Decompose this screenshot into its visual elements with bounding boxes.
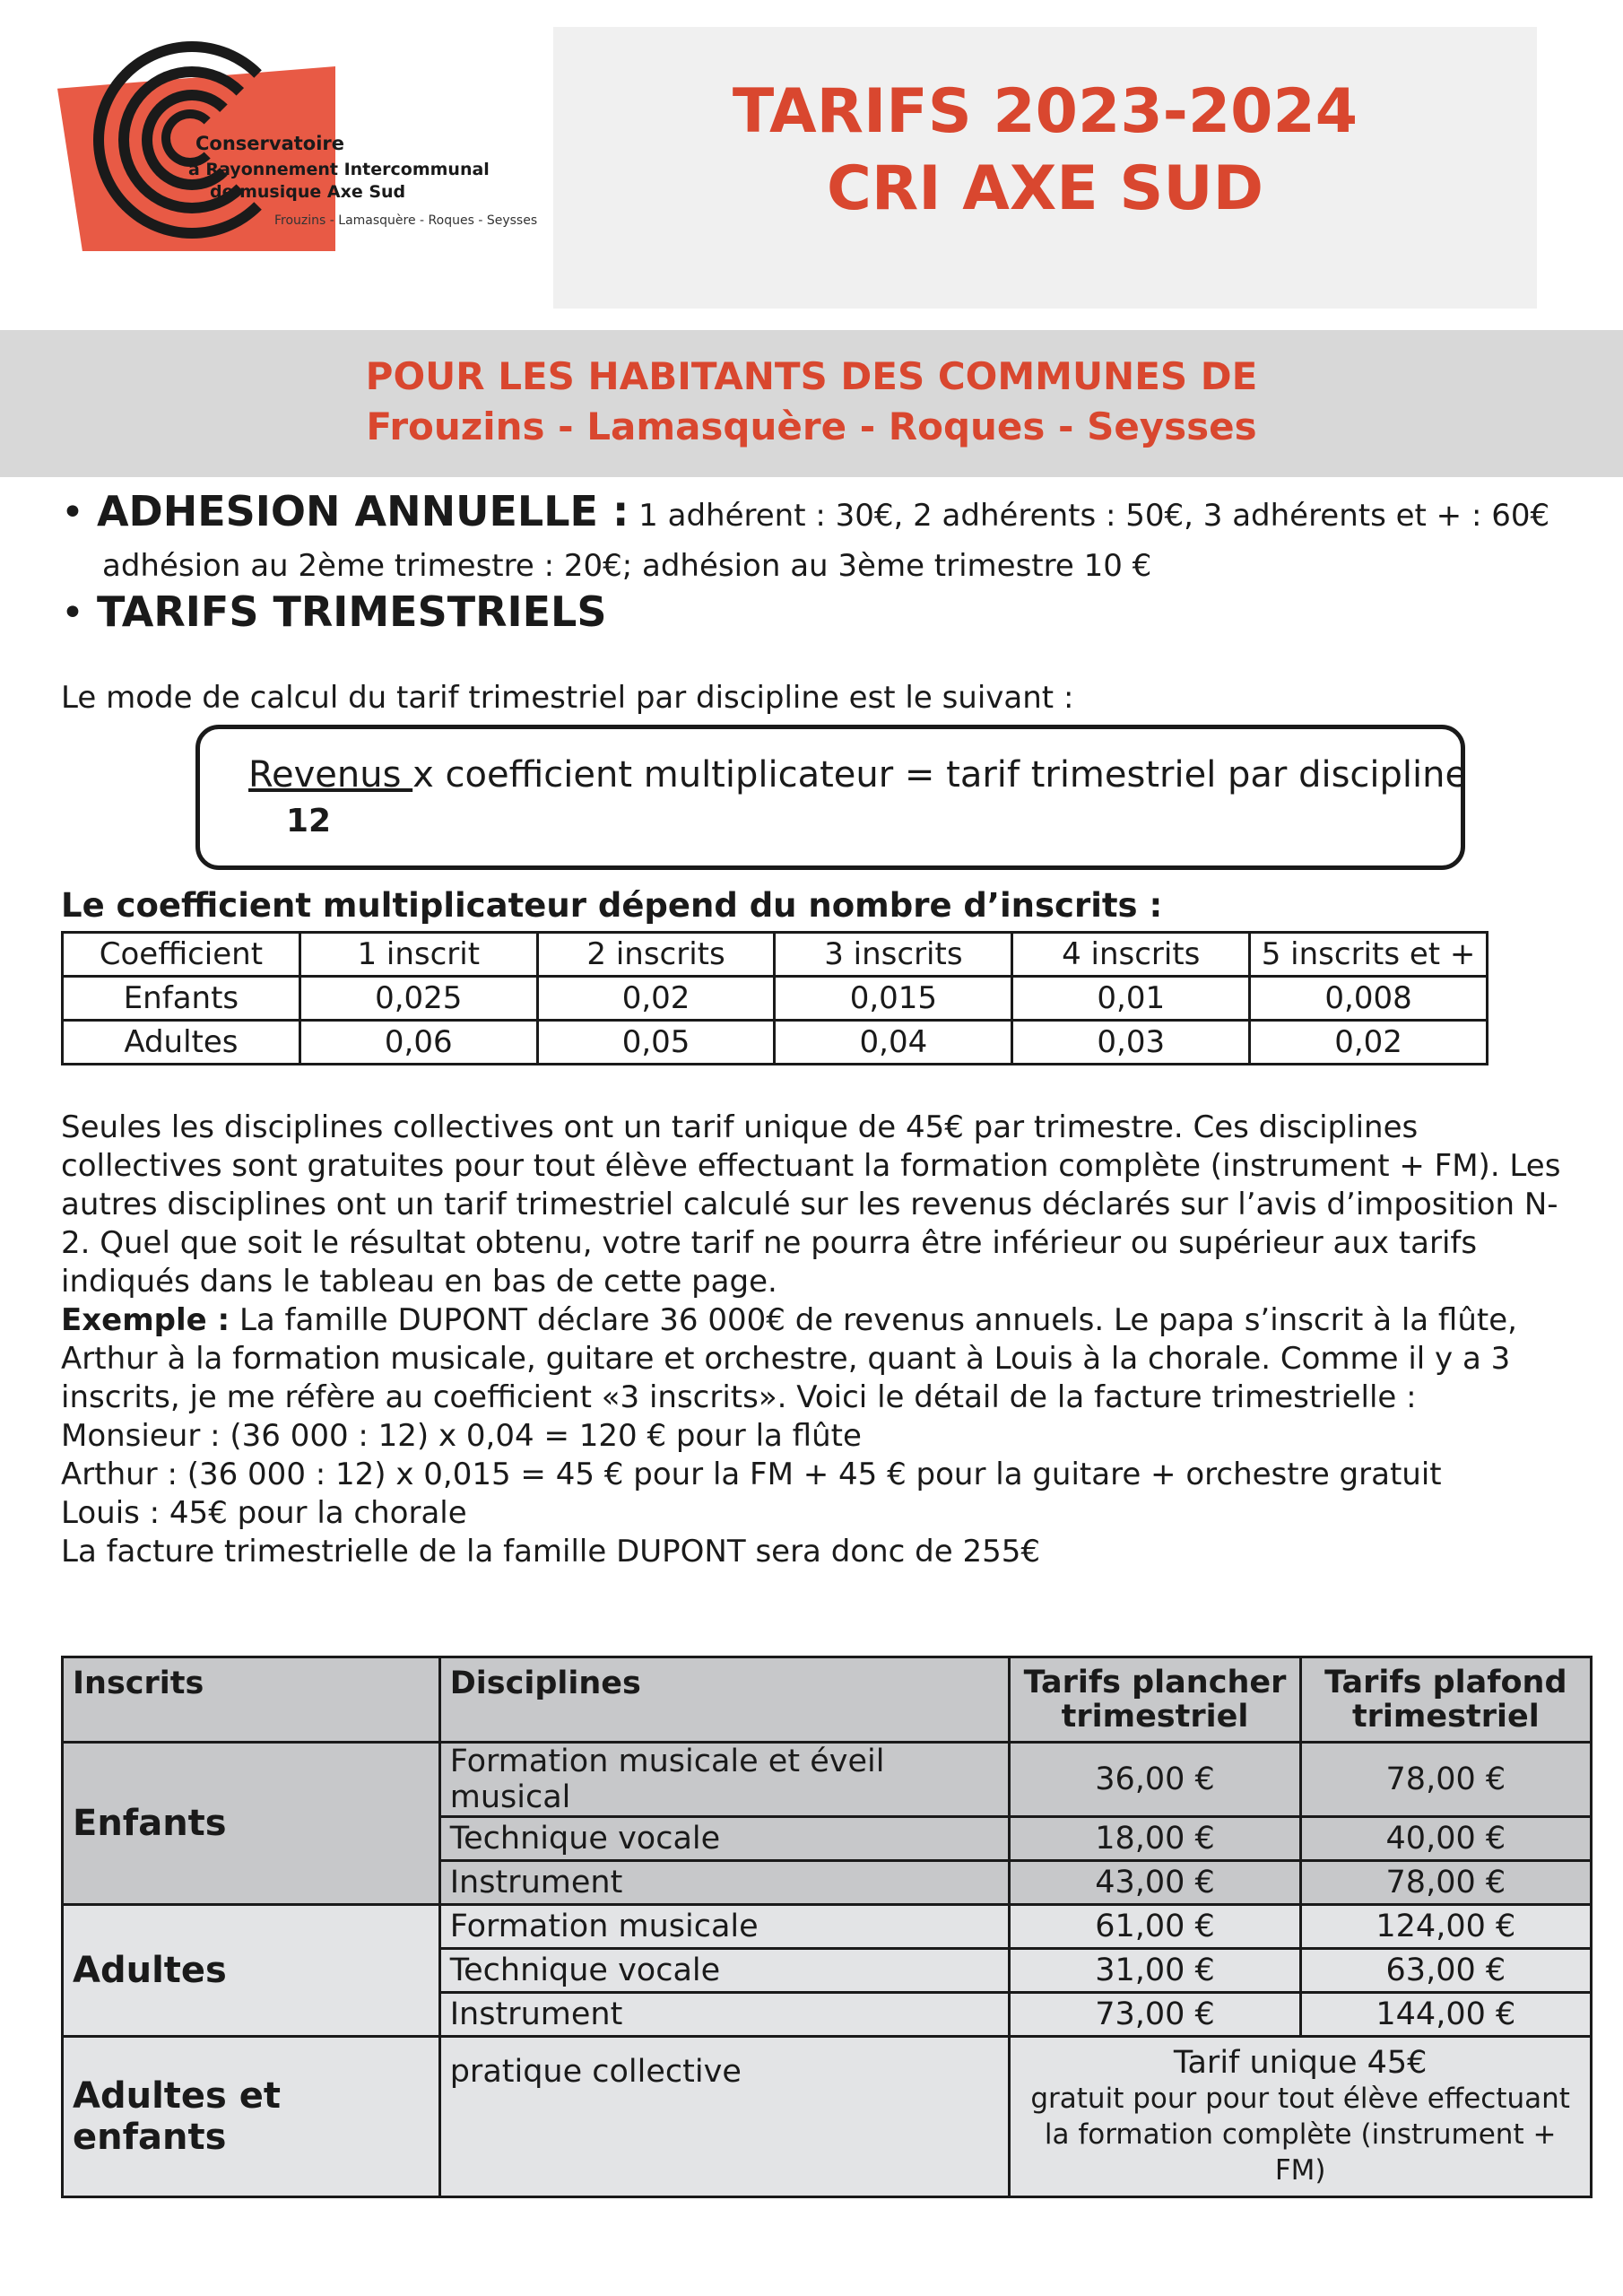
formula-numerator: Revenus [248,754,413,796]
logo-text-line3: de musique Axe Sud [210,182,406,202]
banner-line1: POUR LES HABITANTS DES COMMUNES DE [365,354,1258,398]
title-box [553,27,1537,309]
trimestriels-heading-row [61,583,606,650]
tarif-plafond: 124,00 € [1300,1905,1591,1949]
formula-box [195,725,1468,870]
table-cell: 0,04 [775,1021,1012,1065]
table-cell: 0,025 [299,977,537,1021]
example-line: Louis : 45€ pour la chorale [61,1495,467,1531]
table-header-cell: 1 inscrit [299,933,537,977]
tarif-unique-note: gratuit pour pour tout élève effectuant la formation complète (instrument + FM) [1030,2083,1570,2187]
tarif-plancher: 61,00 € [1010,1905,1300,1949]
formula-denominator: 12 [286,803,332,839]
discipline-cell: Formation musicale [439,1905,1010,1949]
example-line: Monsieur : (36 000 : 12) x 0,04 = 120 € pour la flûte [61,1418,862,1454]
discipline-cell: pratique collective [439,2037,1010,2197]
table-cell: 0,06 [299,1021,537,1065]
banner-communes: Frouzins - Lamasquère - Roques - Seysses [366,404,1257,448]
example-total: La facture trimestrielle de la famille DUPONT sera donc de 255€ [61,1534,1040,1570]
table-row [63,1905,1592,1949]
tarif-plancher: 31,00 € [1010,1949,1300,1993]
table-row [63,1021,1488,1065]
logo-text-line2: à Rayonnement Intercommunal [188,160,490,179]
discipline-cell: Instrument [439,1993,1010,2037]
category-adultes-enfants: Adultes et enfants [63,2037,440,2197]
adhesion-heading: ADHESION ANNUELLE : [96,487,629,535]
example-text: La famille DUPONT déclare 36 000€ de revenus annuels. Le papa s’inscrit à la flûte, Arthur à la formation musicale, guitare et orchestre, quant à Louis à la chorale. Comme il y a 3 inscrits, je me réfère au coefficient «3 inscrits». Voici le détail de la facture trimestrielle : [61,1302,1517,1415]
trimestriels-heading: TARIFS TRIMESTRIELS [96,587,607,636]
table-cell: Adultes [63,1021,300,1065]
adhesion-prices: 1 adhérent : 30€, 2 adhérents : 50€, 3 adhérents et + : 60€ [629,498,1550,534]
table-cell: 0,02 [537,977,775,1021]
table-header-cell: Coefficient [63,933,300,977]
tarif-plafond: 40,00 € [1300,1817,1591,1861]
category-enfants: Enfants [63,1743,440,1905]
table-cell: 0,03 [1012,1021,1250,1065]
explanation-text [61,1109,1576,1571]
tarif-plancher: 73,00 € [1010,1993,1300,2037]
table-cell: Enfants [63,977,300,1021]
table-header-cell: 4 inscrits [1012,933,1250,977]
page-title: TARIFS 2023-2024 [732,76,1358,147]
discipline-cell: Technique vocale [439,1817,1010,1861]
tarif-plafond: 78,00 € [1300,1743,1591,1817]
example-line: Arthur : (36 000 : 12) x 0,015 = 45 € pour la FM + 45 € pour la guitare + orchestre gratuit [61,1457,1442,1492]
table-cell: 0,05 [537,1021,775,1065]
table-header-cell: Tarifs plancher trimestriel [1010,1657,1300,1743]
table-header-cell: 2 inscrits [537,933,775,977]
tarif-plancher: 18,00 € [1010,1817,1300,1861]
tarif-unique: Tarif unique 45€ [1173,2045,1428,2081]
bullet-icon: • [61,590,84,636]
table-header-cell: Tarifs plafond trimestriel [1300,1657,1591,1743]
tarif-plancher: 36,00 € [1010,1743,1300,1817]
logo-text-communes: Frouzins - Lamasquère - Roques - Seysses [274,213,538,228]
category-adultes: Adultes [63,1905,440,2037]
logo-text-line1: Conservatoire [195,133,345,154]
table-header-cell: 3 inscrits [775,933,1012,977]
table-row [63,2037,1592,2197]
tarif-plafond: 63,00 € [1300,1949,1591,1993]
tarif-plafond: 144,00 € [1300,1993,1591,2037]
table-row [63,1743,1592,1817]
coefficient-table [61,931,1488,1065]
table-header-cell: Inscrits [63,1657,440,1743]
discipline-cell: Technique vocale [439,1949,1010,1993]
table-cell: 0,02 [1250,1021,1488,1065]
table-row [63,933,1488,977]
example-label: Exemple : [61,1302,230,1338]
adhesion-section [61,484,1603,584]
page-subtitle: CRI AXE SUD [826,153,1264,224]
example-paragraph [61,1301,1576,1417]
tarifs-table [61,1656,1593,2198]
communes-banner [0,330,1623,477]
explanation-paragraph: Seules les disciplines collectives ont un tarif unique de 45€ par trimestre. Ces disciplines collectives sont gratuites pour tout élève effectuant la formation complète (instrument + FM). Les autres disciplines ont un tarif trimestriel calculé sur les revenus déclarés sur l’avis d’imposition N-2. Quel que soit le résultat obtenu, votre tarif ne pourra être inférieur ou supérieur aux tarifs indiqués dans le tableau en bas de cette page. [61,1109,1561,1300]
table-header-cell: Disciplines [439,1657,1010,1743]
formula-rest: x coefficient multiplicateur = tarif trimestriel par discipline [412,754,1468,796]
table-header-cell: 5 inscrits et + [1250,933,1488,977]
table-cell: 0,008 [1250,977,1488,1021]
tarif-plancher: 43,00 € [1010,1861,1300,1905]
table-cell: 0,015 [775,977,1012,1021]
conservatoire-logo [54,36,538,260]
coefficient-title: Le coefficient multiplicateur dépend du nombre d’inscrits : [61,886,1163,925]
tarif-plafond: 78,00 € [1300,1861,1591,1905]
table-header-row [63,1657,1592,1743]
discipline-cell: Formation musicale et éveil musical [439,1743,1010,1817]
tarif-unique-cell [1010,2037,1592,2197]
table-row [63,977,1488,1021]
adhesion-partial: adhésion au 2ème trimestre : 20€; adhésion au 3ème trimestre 10 € [102,548,1152,584]
table-cell: 0,01 [1012,977,1250,1021]
discipline-cell: Instrument [439,1861,1010,1905]
bullet-icon: • [61,490,84,535]
calc-intro: Le mode de calcul du tarif trimestriel par discipline est le suivant : [61,680,1074,716]
